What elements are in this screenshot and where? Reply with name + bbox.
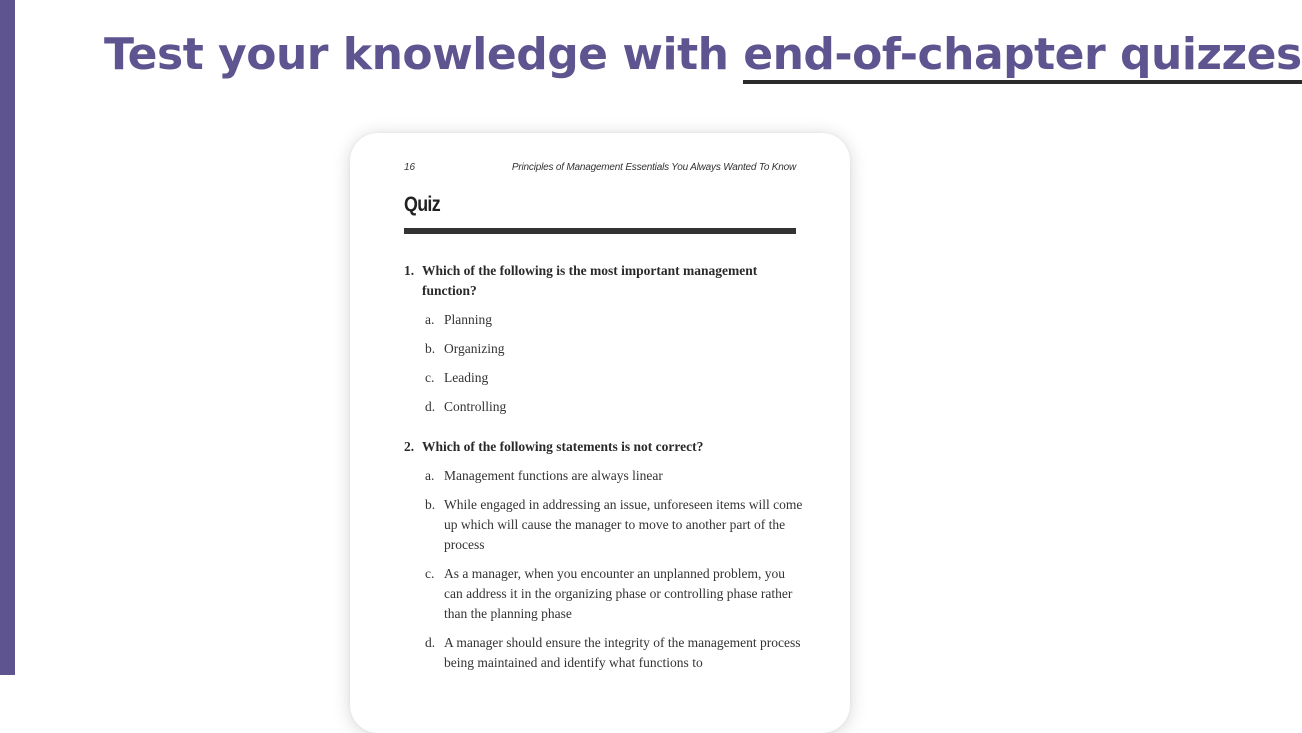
option-letter: b. bbox=[425, 497, 436, 512]
option-text: Organizing bbox=[444, 341, 505, 356]
question-text bbox=[404, 437, 804, 457]
question-number: 2. bbox=[404, 439, 415, 454]
answer-option bbox=[404, 564, 804, 624]
option-text: A manager should ensure the integrity of the management process being maintained and identify what functions to bbox=[444, 635, 801, 670]
question-label: Which of the following is the most important management function? bbox=[422, 263, 758, 298]
answer-option bbox=[404, 495, 804, 555]
option-letter: d. bbox=[425, 399, 436, 414]
quiz-question-2 bbox=[404, 437, 804, 673]
option-letter: a. bbox=[425, 312, 435, 327]
option-letter: c. bbox=[425, 566, 435, 581]
answer-option bbox=[404, 466, 804, 486]
question-label: Which of the following statements is not correct? bbox=[422, 439, 704, 454]
section-title: Quiz bbox=[404, 193, 440, 216]
answer-option bbox=[404, 339, 804, 359]
option-letter: b. bbox=[425, 341, 436, 356]
title-rule bbox=[404, 228, 796, 234]
question-number: 1. bbox=[404, 263, 415, 278]
running-book-title: Principles of Management Essentials You Always Wanted To Know bbox=[511, 162, 796, 173]
book-page-preview bbox=[350, 133, 850, 733]
answer-option bbox=[404, 633, 804, 673]
accent-bar bbox=[0, 0, 15, 675]
slide-headline bbox=[104, 26, 1302, 84]
option-text: As a manager, when you encounter an unplanned problem, you can address it in the organizing phase or controlling phase rather than the planning phase bbox=[444, 566, 793, 621]
option-letter: c. bbox=[425, 370, 435, 385]
option-letter: a. bbox=[425, 468, 435, 483]
option-text: Controlling bbox=[444, 399, 507, 414]
quiz-question-1 bbox=[404, 261, 804, 417]
option-text: Leading bbox=[444, 370, 489, 385]
running-head bbox=[404, 162, 796, 178]
headline-underlined-text: end-of-chapter quizzes bbox=[743, 30, 1301, 84]
answer-option bbox=[404, 368, 804, 388]
question-text bbox=[404, 261, 804, 301]
headline-prefix: Test your knowledge with bbox=[104, 29, 744, 80]
option-text: Planning bbox=[444, 312, 493, 327]
answer-option bbox=[404, 310, 804, 330]
page-number: 16 bbox=[404, 162, 416, 173]
answer-option bbox=[404, 397, 804, 417]
option-letter: d. bbox=[425, 635, 436, 650]
option-text: Management functions are always linear bbox=[444, 468, 663, 483]
quiz-list bbox=[404, 261, 804, 673]
option-text: While engaged in addressing an issue, unforeseen items will come up which will cause the manager to move to another part of the process bbox=[444, 497, 803, 552]
